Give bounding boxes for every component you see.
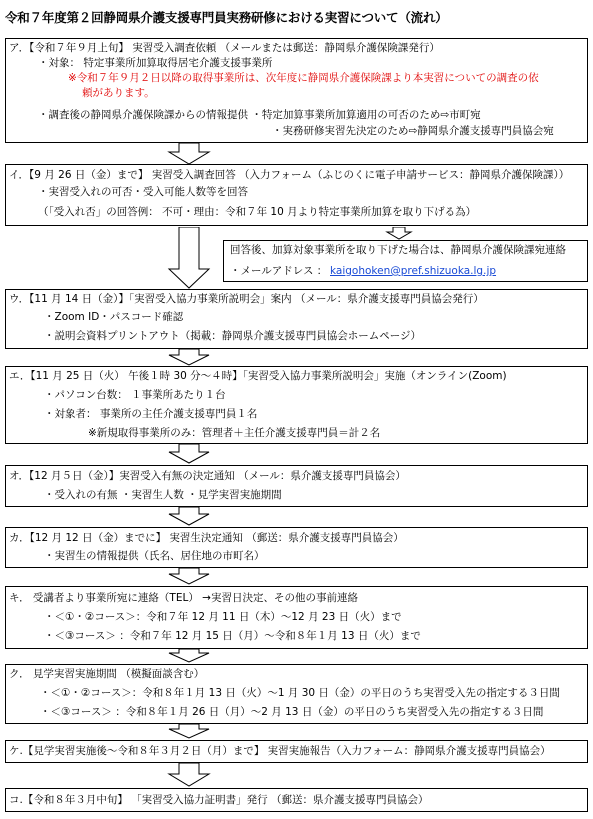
step-ka-heading: カ．【12 月 12 日（金）までに】 実習生決定通知 （郵送：県介護支援専門員協会） (9, 532, 404, 544)
arrow-down-icon (385, 227, 413, 240)
step-a-note: ※令和７年９月２日以降の取得事業所は、次年度に静岡県介護保険課より本実習についての調査の依 (68, 72, 539, 84)
step-a-target: ・対象： 特定事業所加算取得居宅介護支援事業所 (38, 57, 273, 69)
page-title: 令和７年度第２回静岡県介護支援専門員実務研修における実習について（流れ） (5, 10, 448, 25)
arrow-down-icon (166, 444, 212, 464)
step-a-info-2: ・実務研修実習先決定のため⇨静岡県介護支援専門員協会宛 (272, 125, 554, 137)
arrow-down-icon (166, 507, 212, 526)
step-o-heading: オ．【12 月５日（金）】実習受入有無の決定通知 （メール：県介護支援専門員協会） (9, 470, 406, 482)
step-u-zoom: ・Zoom ID・パスコード確認 (44, 311, 184, 323)
step-ku-course-3: ・＜③コース＞ ：令和８年１月 26 日（月）～2 月 13 日（金）の平日のうち実習受入先の指定する３日間 (40, 706, 544, 718)
arrow-down-icon (166, 568, 212, 585)
step-ku-heading: ク． 見学実習実施期間 （模擬面談含む） (9, 668, 205, 680)
arrow-down-icon (166, 724, 212, 739)
step-e-target: ・対象者： 事業所の主任介護支援専門員１名 (44, 408, 258, 420)
step-a-note-cont: 頼があります。 (82, 87, 155, 99)
step-u-print: ・説明会資料プリントアウト（掲載：静岡県介護支援専門員協会ホームページ） (44, 330, 422, 342)
step-ki-heading: キ． 受講者より事業所宛に連絡（TEL） →実習日決定、その他の事前連絡 (9, 592, 358, 604)
step-i-example: （「受入れ否」の回答例： 不可・理由：令和７年 10 月より特定事業所加算を取り下げる為） (38, 206, 477, 218)
step-ku-course-12: ・＜①・②コース＞：令和８年１月 13 日（火）～1 月 30 日（金）の平日のうち実習受入先の指定する３日間 (40, 687, 560, 699)
step-i-heading: イ．【9 月 26 日（金）まで】 実習受入調査回答 （入力フォーム（ふじのくに電子申請サービス：静岡県介護保険課）） (9, 169, 570, 181)
arrow-down-icon (166, 763, 212, 787)
step-a-info: ・調査後の静岡県介護保険課からの情報提供 ・特定加算事業所加算適用の可否のため⇨市町宛 (38, 109, 481, 121)
arrow-down-icon (166, 143, 212, 165)
step-ki-course-12: ・＜①・②コース＞：令和７年 12 月 11 日（木）～12 月 23 日（火）まで (44, 611, 402, 623)
step-ko-heading: コ.【令和８年３月中旬】 「実習受入協力証明書」発行 （郵送：県介護支援専門員協会） (9, 794, 429, 806)
step-ki-course-3: ・＜③コース＞ ：令和７年 12 月 15 日（月）～令和８年１月 13 日（火）まで (44, 630, 421, 642)
step-u-heading: ウ．【11 月 14 日（金）】「実習受入協力事業所説明会」案内 （メール：県介護支援専門員協会発行） (9, 293, 484, 305)
step-e-note: ※新規取得事業所のみ：管理者＋主任介護支援専門員＝計２名 (88, 427, 381, 439)
arrow-down-icon (166, 349, 212, 366)
arrow-down-icon (166, 649, 212, 663)
step-ka-info: ・実習生の情報提供（氏名、居住地の市町名） (44, 550, 265, 562)
side-note-email-label: ・メールアドレス ： (230, 265, 328, 277)
step-i-answer: ・実習受入れの可否・受入可能人数等を回答 (38, 186, 248, 198)
step-e-pc: ・パソコン台数： １事業所あたり１台 (44, 389, 226, 401)
email-link[interactable]: kaigohoken@pref.shizuoka.lg.jp (330, 265, 497, 277)
step-a-heading: ア．【令和７年９月上旬】 実習受入調査依頼 （メールまたは郵送：静岡県介護保険課発行） (9, 42, 440, 54)
side-note-text: 回答後、加算対象事業所を取り下げた場合は、静岡県介護保険課宛連絡 (230, 244, 566, 256)
step-o-items: ・受入れの有無 ・実習生人数 ・見学実習実施期間 (44, 489, 282, 501)
step-e-heading: エ．【11 月 25 日（火） 午後１時 30 分～４時】「実習受入協力事業所説明会」実施（オンライン(Zoom) (9, 370, 507, 382)
arrow-down-icon (166, 227, 212, 289)
step-ke-heading: ケ.【見学実習実施後～令和８年３月２日（月）まで】 実習実施報告（入力フォーム：静岡県介護支援専門員協会） (9, 745, 551, 757)
